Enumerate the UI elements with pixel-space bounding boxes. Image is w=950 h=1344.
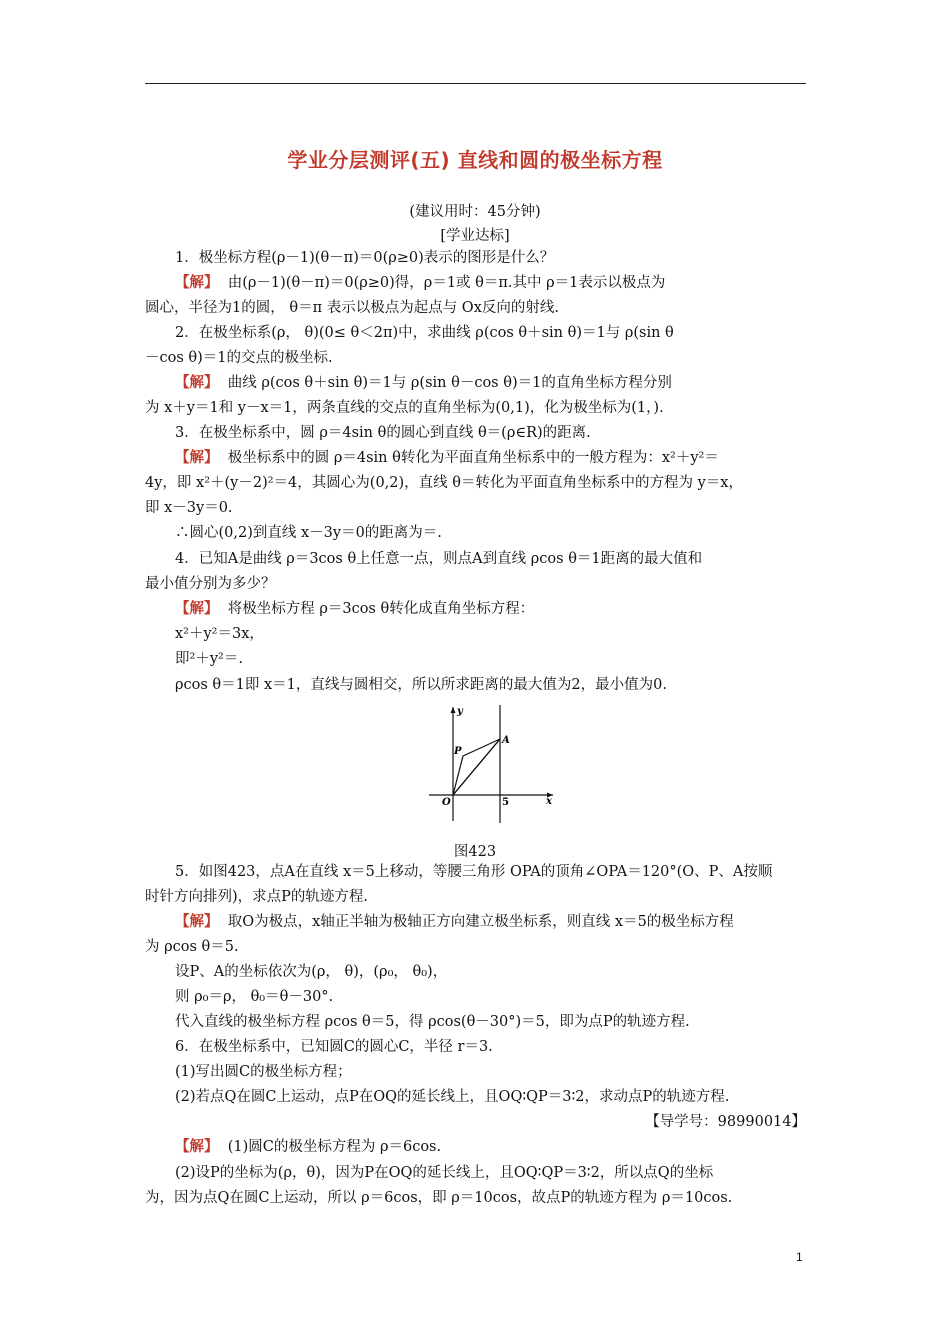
page-number: 1 bbox=[796, 1250, 803, 1264]
header-rule bbox=[145, 83, 806, 84]
q4-line-2: 最小值分别为多少？ bbox=[145, 576, 276, 592]
time-note: (建议用时：45分钟) bbox=[409, 204, 541, 220]
a5-line-5: 代入直线的极坐标方程 ρcos θ＝5，得 ρcos(θ－30°)＝5，即为点P的轨迹方程. bbox=[175, 1014, 690, 1030]
guide-number: 【导学号：98990014】 bbox=[645, 1114, 806, 1130]
a4-line-4: ρcos θ＝1即 x＝1，直线与圆相交，所以所求距离的最大值为2，最小值为0. bbox=[175, 677, 667, 693]
answer-label: 【解】 bbox=[175, 601, 219, 617]
y-arrow-icon bbox=[451, 707, 456, 713]
a1-line-1: 【解】 由(ρ－1)(θ－π)＝0(ρ≥0)得，ρ＝1或 θ＝π.其中 ρ＝1表示以极点为 bbox=[175, 275, 666, 291]
answer-label: 【解】 bbox=[175, 375, 219, 391]
a5-line-1: 【解】 取O为极点，x轴正半轴为极轴正方向建立极坐标系，则直线 x＝5的极坐标方程 bbox=[175, 914, 734, 930]
figure-423 bbox=[425, 703, 555, 823]
tick-5-label: 5 bbox=[502, 797, 509, 808]
a1-line-2: 圆心，半径为1的圆， θ＝π 表示以极点为起点与 Ox反向的射线. bbox=[145, 300, 559, 316]
q6-line-2: (1)写出圆C的极坐标方程； bbox=[175, 1064, 352, 1080]
a4-line-1: 【解】 将极坐标方程 ρ＝3cos θ转化成直角坐标方程： bbox=[175, 601, 535, 617]
a4-line-3: 即²＋y²＝. bbox=[175, 651, 243, 667]
answer-label: 【解】 bbox=[175, 1139, 219, 1155]
answer-label: 【解】 bbox=[175, 450, 219, 466]
x-label: x bbox=[546, 796, 552, 807]
y-label: y bbox=[457, 706, 463, 717]
q4-line-1: 4．已知A是曲线 ρ＝3cos θ上任意一点，则点A到直线 ρcos θ＝1距离的最大值和 bbox=[175, 551, 703, 567]
q5-line-2: 时针方向排列)，求点P的轨迹方程. bbox=[145, 889, 369, 905]
a5-line-3: 设P、A的坐标依次为(ρ， θ)，(ρ₀， θ₀)， bbox=[175, 964, 448, 980]
a5-line-2: 为 ρcos θ＝5. bbox=[145, 939, 239, 955]
a3-line-2: 4y，即 x²＋(y－2)²＝4，其圆心为(0,2)，直线 θ＝转化为平面直角坐标系中的方程为 y＝x， bbox=[145, 475, 743, 491]
a2-line-2: 为 x＋y＝1和 y－x＝1，两条直线的交点的直角坐标为(0,1)，化为极坐标为(1，). bbox=[145, 400, 664, 416]
a5-line-4: 则 ρ₀＝ρ， θ₀＝θ－30°. bbox=[175, 989, 334, 1005]
q1-text: 1．极坐标方程(ρ－1)(θ－π)＝0(ρ≥0)表示的图形是什么？ bbox=[175, 250, 555, 266]
a6-line-1: 【解】 (1)圆C的极坐标方程为 ρ＝6cos. bbox=[175, 1139, 442, 1155]
point-p-label: P bbox=[454, 746, 462, 757]
figure-caption: 图423 bbox=[453, 844, 497, 860]
section-heading: [学业达标] bbox=[440, 228, 510, 244]
q3-text: 3．在极坐标系中，圆 ρ＝4sin θ的圆心到直线 θ＝(ρ∈R)的距离. bbox=[175, 425, 591, 441]
q2-line-2: －cos θ)＝1的交点的极坐标. bbox=[145, 350, 333, 366]
point-a-label: A bbox=[502, 735, 510, 746]
answer-label: 【解】 bbox=[175, 275, 219, 291]
page-title: 学业分层测评(五) 直线和圆的极坐标方程 bbox=[287, 148, 663, 172]
a6-line-3: 为，因为点Q在圆C上运动，所以 ρ＝6cos，即 ρ＝10cos，故点P的轨迹方程为 ρ＝10cos. bbox=[145, 1190, 733, 1206]
a6-line-2: (2)设P的坐标为(ρ，θ)，因为P在OQ的延长线上，且OQ∶QP＝3∶2，所以点Q的坐标 bbox=[175, 1165, 714, 1181]
q5-line-1: 5．如图423，点A在直线 x＝5上移动，等腰三角形 OPA的顶角∠OPA＝120°(O、P、A按顺 bbox=[175, 864, 773, 880]
a3-line-1: 【解】 极坐标系中的圆 ρ＝4sin θ转化为平面直角坐标系中的一般方程为：x²＋y²＝ bbox=[175, 450, 719, 466]
q6-line-3: (2)若点Q在圆C上运动，点P在OQ的延长线上，且OQ∶QP＝3∶2，求动点P的轨迹方程. bbox=[175, 1089, 730, 1105]
q6-line-1: 6．在极坐标系中，已知圆C的圆心C，半径 r＝3. bbox=[175, 1039, 493, 1055]
origin-label: O bbox=[442, 797, 451, 808]
a2-line-1: 【解】 曲线 ρ(cos θ＋sin θ)＝1与 ρ(sin θ－cos θ)＝1的直角坐标方程分别 bbox=[175, 375, 672, 391]
answer-label: 【解】 bbox=[175, 914, 219, 930]
a3-line-3: 即 x－3y＝0. bbox=[145, 500, 233, 516]
a3-line-4: ∴圆心(0,2)到直线 x－3y＝0的距离为＝. bbox=[175, 525, 442, 541]
a4-line-2: x²＋y²＝3x， bbox=[175, 626, 264, 642]
q2-line-1: 2．在极坐标系(ρ， θ)(0≤ θ＜2π)中，求曲线 ρ(cos θ＋sin θ)＝1与 ρ(sin θ bbox=[175, 325, 674, 341]
